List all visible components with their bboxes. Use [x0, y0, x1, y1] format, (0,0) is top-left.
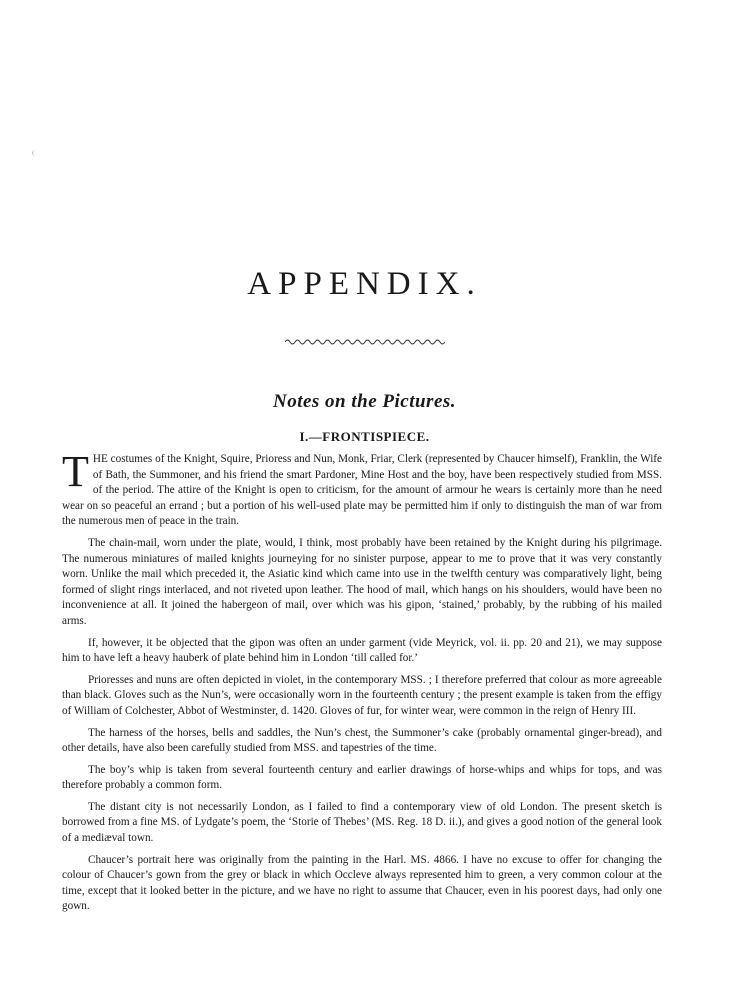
wavy-rule-ornament [285, 338, 445, 346]
paragraph: The chain-mail, worn under the plate, would, I think, most probably have been retained by the Knight during his pilgrimage. The numerous miniatures of mailed knights journeying for no sinister purpose, appear to me to prove that it was very constantly worn. Unlike the mail which preceded it, the Asiatic kind which came into use in the twelfth century was comparatively light, being formed of slight rings interlaced, and not riveted upon leather. The hood of mail, which hangs on his shoulders, would have been no inconvenience at all. It joined the habergeon of mail, over which was his gipon, ‘stained,’ probably, by the rubbing of his mailed arms. [62, 536, 662, 627]
drop-cap: T [62, 447, 89, 496]
paragraph-text: HE costumes of the Knight, Squire, Prioress and Nun, Monk, Friar, Clerk (represented by Chaucer himself), Franklin, the Wife of Bath, the Summoner, and his friend the smart Pardoner, Mine Host and the boy, have been respectively studied from MSS. of the period. The attire of the Knight is open to criticism, for the amount of armour he wears is certainly more than he need wear on so peaceful an errand ; but a portion of his well-used plate may be permitted him if only to distinguish the man of war from the numerous men of peace in the train. [62, 453, 662, 528]
paragraph: If, however, it be objected that the gipon was often an under garment (vide Meyrick, vol. ii. pp. 20 and 21), we may suppose him to have left a heavy hauberk of plate behind him in London ‘till called for.’ [62, 636, 662, 665]
paragraph: Prioresses and nuns are often depicted in violet, in the contemporary MSS. ; I therefore preferred that colour as more agreeable than black. Gloves such as the Nun’s, were occasionally worn in the fourteenth century ; the present example is taken from the effigy of William of Colchester, Abbot of Westminster, d. 1420. Gloves of fur, for winter wear, were common in the reign of Henry III. [62, 673, 662, 717]
paragraph: Chaucer’s portrait here was originally from the painting in the Harl. MS. 4866. I have no excuse to offer for changing the colour of Chaucer’s gown from the grey or black in which Occleve always represented him to green, a very common colour at the time, except that it looked better in the picture, and we have no right to assume that Chaucer, even in his poorest days, had only one gown. [62, 853, 662, 913]
paragraph: The distant city is not necessarily London, as I failed to find a contemporary view of old London. The present sketch is borrowed from a fine MS. of Lydgate’s poem, the ‘Storie of Thebes’ (MS. Reg. 18 D. ii.), and gives a good notion of the general look of a mediæval town. [62, 800, 662, 845]
notes-body [62, 447, 662, 921]
paper-mark [32, 150, 39, 156]
section-heading: I.—FRONTISPIECE. [299, 429, 430, 444]
paragraph: The harness of the horses, bells and saddles, the Nun’s chest, the Summoner’s cake (probably ornamental ginger-bread), and other details, have also been carefully studied from MSS. and tapestries of the time. [62, 726, 662, 755]
notes-heading: Notes on the Pictures. [272, 391, 457, 412]
paragraph [62, 447, 662, 530]
paragraph: The boy’s whip is taken from several fourteenth century and earlier drawings of horse-whips and whips for tops, and was therefore probably a common form. [62, 763, 662, 792]
page-title: APPENDIX. [247, 266, 482, 302]
